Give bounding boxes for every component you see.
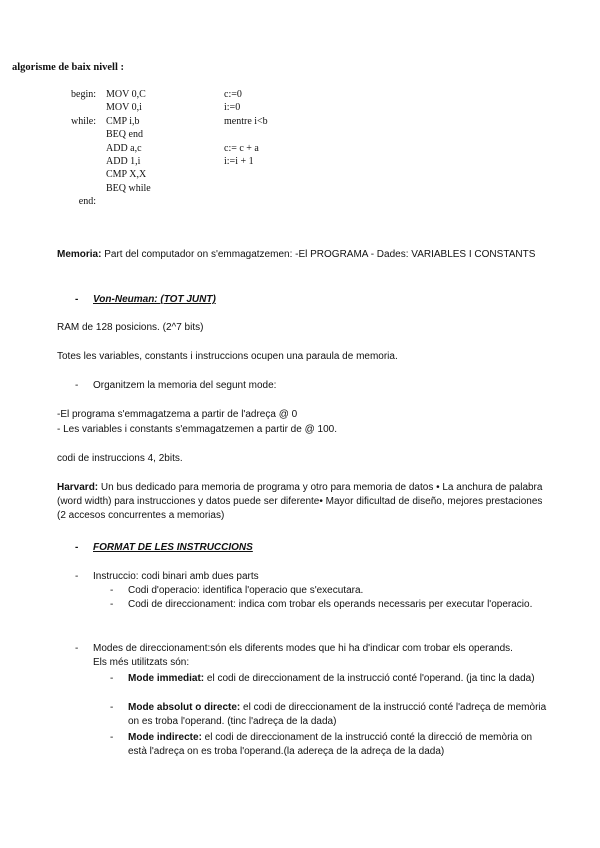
von-neuman-heading-line — [75, 293, 216, 307]
algorithm-title: algorisme de baix nivell : — [12, 62, 124, 73]
codi-direccionament-line — [110, 598, 542, 612]
mode-text: el codi de direccionament de la instrucció conté l'adreça de memòria on es troba l'operand. (tinc l'adreça de la dada) — [128, 702, 547, 727]
mode-label: Mode absolut o directe: — [128, 702, 241, 713]
code-instruction: MOV 0,i — [106, 102, 142, 114]
memoria-text: Part del computador on s'emmagatzemen: -El PROGRAMA - Dades: VARIABLES I CONSTANTS — [101, 249, 536, 260]
mode-text: el codi de direccionament de la instrucció conté l'operand. (ja tinc la dada) — [204, 673, 535, 684]
modes-line — [75, 642, 527, 670]
code-comment: i:=0 — [224, 102, 241, 114]
code-row — [58, 128, 268, 141]
memoria-label: Memoria: — [57, 249, 102, 260]
codi-operacio-text: Codi d'operacio: identifica l'operacio que s'executara. — [128, 585, 364, 596]
bullet-dash: - — [110, 732, 114, 743]
modes-text: Modes de direccionament:són els diferents modes que hi ha d'indicar com trobar els operands. Els més utilitzats són: — [93, 643, 513, 668]
code-instruction: ADD a,c — [106, 142, 142, 154]
code-label: end: — [78, 196, 96, 208]
code-comment: c:=0 — [224, 89, 242, 100]
format-heading: FORMAT DE LES INSTRUCCIONS — [93, 542, 253, 553]
code-row — [58, 195, 268, 208]
code-row — [58, 142, 268, 155]
bullet-dash: - — [110, 673, 114, 684]
code-instruction: ADD 1,i — [106, 155, 141, 167]
codi-text: codi de instruccions 4, 2bits. — [57, 453, 183, 464]
bullet-dash: - — [75, 542, 79, 553]
mode-absolut-item — [110, 701, 550, 729]
code-label: begin: — [71, 89, 96, 100]
format-heading-line — [75, 541, 253, 555]
variables-text: - Les variables i constants s'emmagatzemen a partir de @ 100. — [57, 424, 337, 435]
bullet-dash: - — [110, 599, 114, 610]
mode-label: Mode indirecte: — [128, 732, 202, 743]
code-instruction: BEQ end — [106, 129, 143, 141]
von-neuman-heading: Von-Neuman: (TOT JUNT) — [93, 294, 216, 305]
code-comment: i:=i + 1 — [224, 155, 254, 167]
bullet-dash: - — [75, 380, 79, 391]
bullet-dash: - — [75, 643, 79, 654]
memoria-paragraph — [57, 248, 557, 262]
codi-operacio-line — [110, 584, 550, 598]
code-instruction: BEQ while — [106, 182, 151, 194]
code-label — [58, 128, 106, 141]
code-instruction: MOV 0,C — [106, 89, 146, 100]
ram-text: RAM de 128 posicions. (2^7 bits) — [57, 322, 204, 333]
organitzem-line — [75, 379, 276, 393]
code-row — [58, 115, 268, 128]
bullet-dash: - — [110, 585, 114, 596]
code-row — [58, 101, 268, 114]
harvard-paragraph — [57, 481, 552, 523]
code-instruction: CMP i,b — [106, 115, 140, 127]
code-label: while: — [71, 115, 96, 127]
code-comment: c:= c + a — [224, 142, 259, 154]
totes-text: Totes les variables, constants i instruccions ocupen una paraula de memoria. — [57, 351, 398, 362]
code-row — [58, 88, 268, 101]
harvard-label: Harvard: — [57, 482, 99, 493]
code-label — [58, 142, 106, 155]
code-label — [58, 168, 106, 181]
code-label — [58, 155, 106, 168]
harvard-text: Un bus dedicado para memoria de programa y otro para memoria de datos • La anchura de palabra (word width) para instrucciones y datos puede ser diferente• Mayor dificultad de diseño, mejores prestaciones (2 accesos concurrentes a memorias) — [57, 482, 543, 521]
bullet-dash: - — [75, 571, 79, 582]
code-row — [58, 168, 268, 181]
instruccio-text: Instruccio: codi binari amb dues parts — [93, 571, 259, 582]
code-label — [58, 182, 106, 195]
mode-text: el codi de direccionament de la instrucció conté la direcció de memòria on està l'adreça on es troba l'operand.(la adereça de la adreça de la dada) — [128, 732, 533, 757]
code-instruction: CMP X,X — [106, 169, 147, 181]
mode-immediat-item — [110, 672, 550, 686]
code-label — [58, 101, 106, 114]
mode-label: Mode immediat: — [128, 673, 205, 684]
code-comment: mentre i<b — [224, 115, 268, 127]
codi-direccionament-text: Codi de direccionament: indica com trobar els operands necessaris per executar l'operacio. — [128, 599, 533, 610]
code-instruction — [106, 195, 224, 208]
bullet-dash: - — [110, 702, 114, 713]
code-row — [58, 155, 268, 168]
instruccio-line — [75, 570, 259, 584]
programa-text: -El programa s'emmagatzema a partir de l'adreça @ 0 — [57, 409, 298, 420]
bullet-dash: - — [75, 294, 79, 305]
mode-indirecte-item — [110, 731, 550, 759]
organitzem-text: Organitzem la memoria del segunt mode: — [93, 380, 277, 391]
code-row — [58, 182, 268, 195]
algorithm-code — [58, 88, 268, 209]
